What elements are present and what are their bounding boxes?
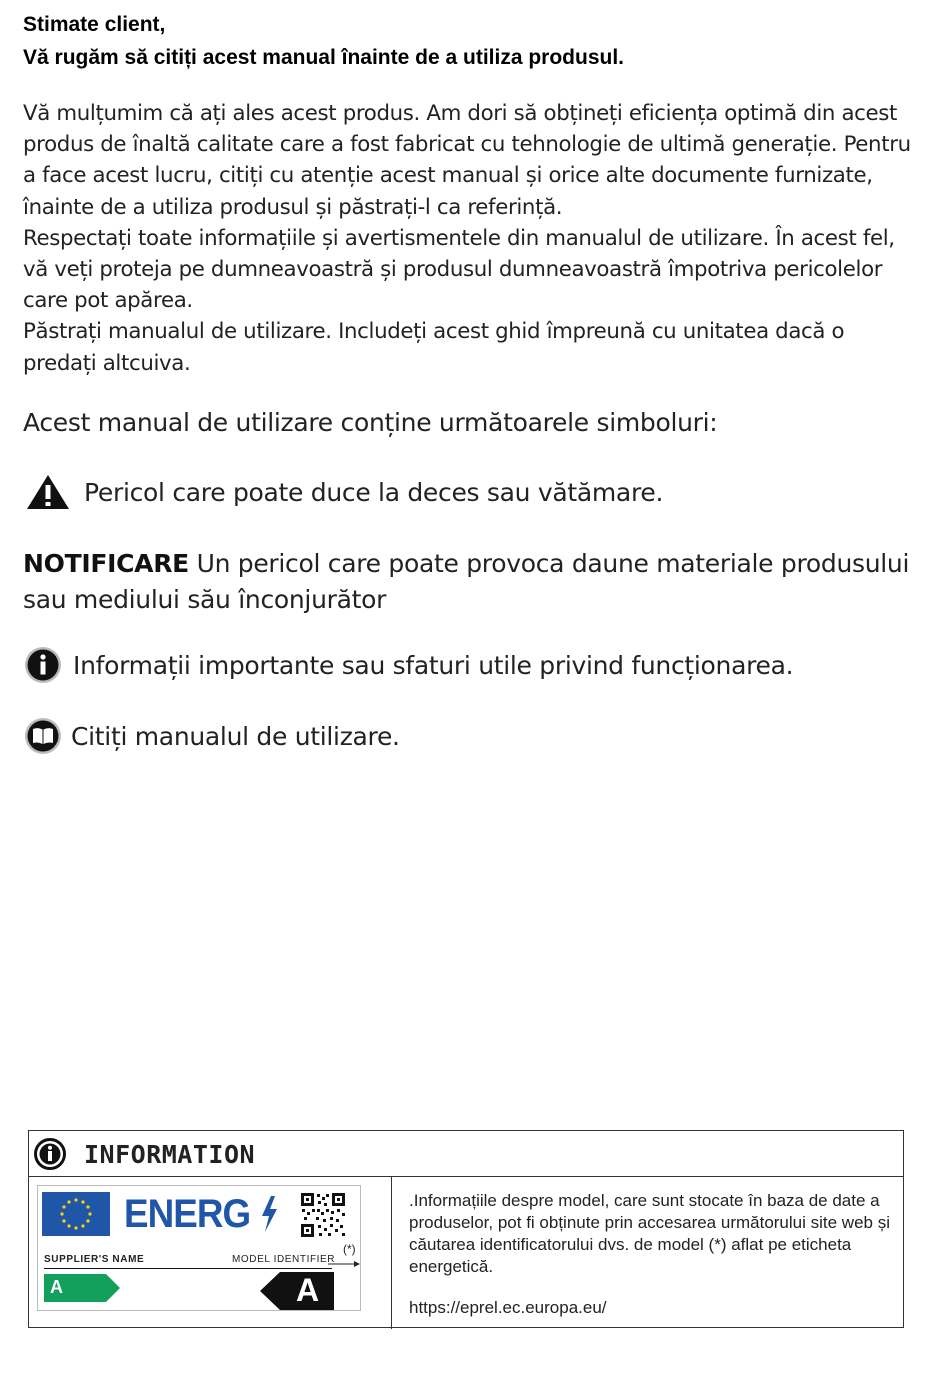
book-icon <box>23 716 63 756</box>
greeting-salutation: Stimate client, <box>23 13 166 36</box>
info-circle-icon <box>34 1138 66 1174</box>
symbol-manual-row <box>23 716 400 756</box>
greeting-instruction: Vă rugăm să citiți acest manual înainte de a utiliza produsul. <box>23 46 624 69</box>
intro-paragraph-3: Păstrați manualul de utilizare. Includeți acest ghid împreună cu unitatea dacă o predați altcuiva. <box>23 319 845 376</box>
model-identifier-marker: (*) <box>343 1242 356 1256</box>
intro-paragraph-1: Vă mulțumim că ați ales acest produs. Am dori să obțineți eficiența optimă din acest produs de înaltă calitate care a fost fabricat cu tehnologie de ultimă generație. Pentru a face acest lucru, citiți cu atenție acest manual și orice alte documente furnizate, înainte de a utiliza produsul și păstrați-l ca referință. <box>23 101 911 220</box>
arrow-right-icon <box>328 1254 360 1273</box>
symbols-title: Acest manual de utilizare conține următoarele simboluri: <box>23 408 718 437</box>
notice-label: NOTIFICARE <box>23 549 189 578</box>
symbol-manual-text: Citiți manualul de utilizare. <box>71 721 400 751</box>
class-letter-small: A <box>50 1277 63 1297</box>
warning-triangle-icon <box>23 472 73 512</box>
symbol-info-row <box>23 645 793 685</box>
energy-label <box>37 1185 361 1311</box>
qr-code-icon <box>300 1192 346 1242</box>
label-divider-line <box>44 1268 332 1269</box>
eprel-link[interactable]: https://eprel.ec.europa.eu/ <box>409 1298 607 1317</box>
eu-flag-icon <box>42 1192 110 1240</box>
information-title: INFORMATION <box>84 1140 256 1169</box>
intro-paragraph-2: Respectați toate informațiile și avertismentele din manualul de utilizare. În acest fel, vă veți proteja pe dumneavoastră și produsul dumneavoastră împotriva pericolelor care pot apărea. <box>23 225 895 314</box>
information-divider <box>391 1177 392 1329</box>
greeting <box>23 8 624 74</box>
intro-text <box>23 98 923 379</box>
symbol-info-text: Informații importante sau sfaturi utile privind funcționarea. <box>73 650 794 680</box>
info-circle-icon <box>23 645 63 685</box>
lightning-icon <box>260 1196 278 1236</box>
symbol-danger-text: Pericol care poate duce la deces sau vătămare. <box>84 477 664 507</box>
information-header <box>29 1131 903 1177</box>
supplier-name-label: SUPPLIER'S NAME <box>44 1254 145 1265</box>
class-letter-big: A <box>296 1272 320 1308</box>
model-identifier-label: MODEL IDENTIFIER <box>232 1254 336 1265</box>
symbol-danger-row <box>23 472 663 512</box>
energy-wordmark: ENERG <box>124 1192 251 1236</box>
symbol-notice <box>23 546 923 618</box>
eprel-description: .Informațiile despre model, care sunt stocate în baza de date a produselor, pot fi obținute prin accesarea următorului site web și căutarea identificatorului dvs. de model (*) aflat pe eticheta energetică. <box>409 1191 890 1276</box>
notice-text: Un pericol care poate provoca daune materiale produsului sau mediului său înconjurător <box>23 549 910 614</box>
